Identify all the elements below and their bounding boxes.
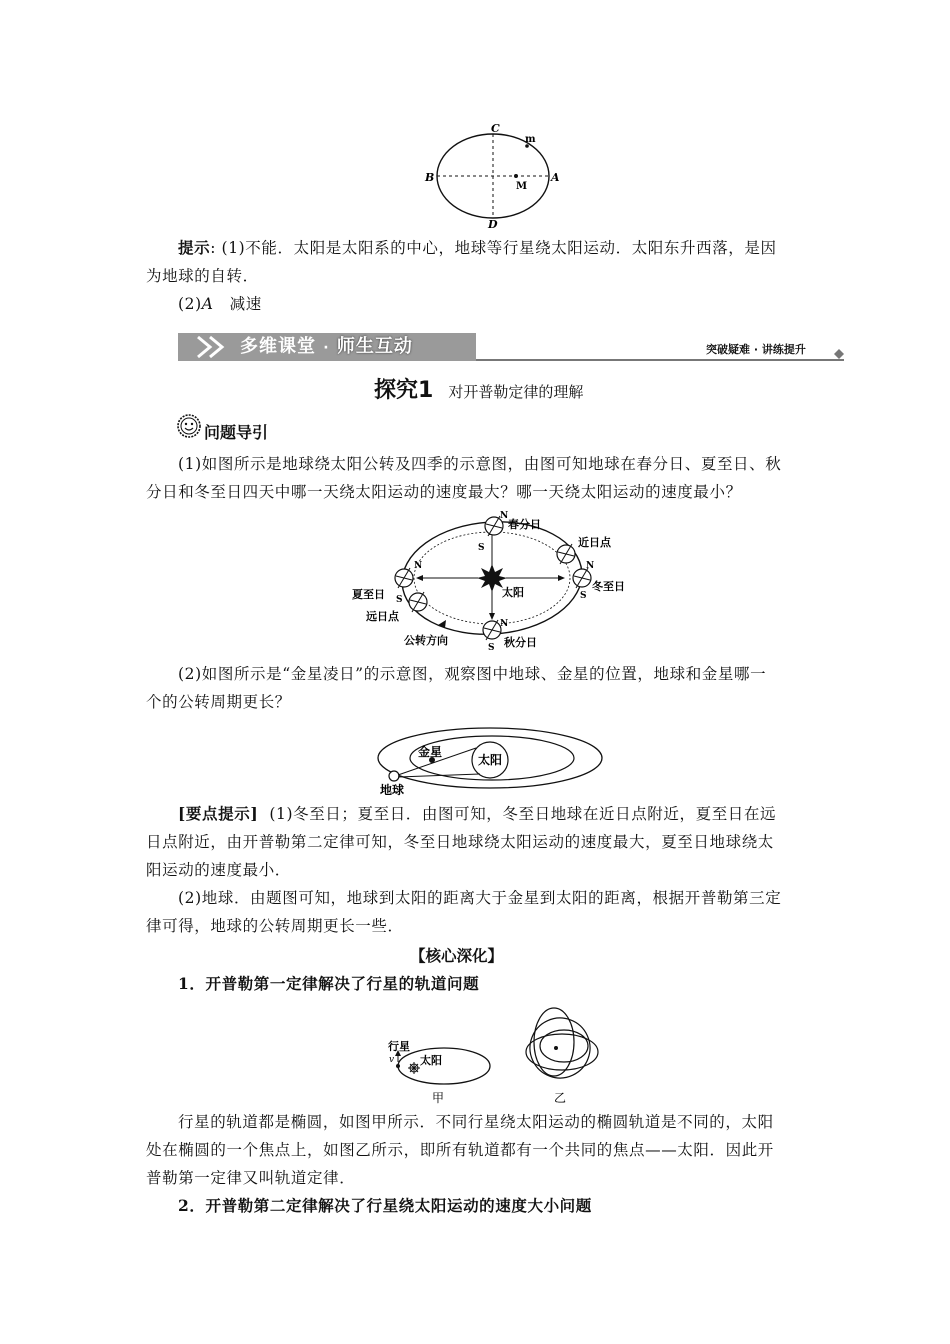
svg-text:N: N xyxy=(414,561,423,571)
label-winter: 冬至日 xyxy=(592,580,625,593)
label-sun: 太阳 xyxy=(502,586,524,599)
q2-line-1: (2)如图所示是“金星凌日”的示意图，观察图中地球、金星的位置，地球和金星哪一 xyxy=(178,665,767,683)
banner-left-a: 多维课堂 xyxy=(240,336,316,357)
svg-text:N: N xyxy=(500,619,509,629)
section-heading: 对开普勒定律的理解 xyxy=(448,383,584,401)
label-B: B xyxy=(425,171,435,184)
label-autumn: 秋分日 xyxy=(504,636,537,649)
hint-line-1: 提示: (1)不能．太阳是太阳系的中心，地球等行星绕太阳运动．太阳东升西落，是因 xyxy=(178,238,777,257)
hint-line-2: 为地球的自转． xyxy=(146,267,259,285)
svg-text:S: S xyxy=(396,595,403,605)
earth-orbit-figure xyxy=(346,506,646,654)
label-M: M xyxy=(516,181,528,192)
label-earth: 地球 xyxy=(380,783,405,796)
q2-line-2: 个的公转周期更长？ xyxy=(146,693,291,711)
q1-line-1: (1)如图所示是地球绕太阳公转及四季的示意图，由图可知地球在春分日、夏至日、秋 xyxy=(178,455,782,473)
smiley-icon xyxy=(176,413,202,439)
key-line-3: 阳运动的速度最小． xyxy=(146,861,291,879)
label-C: C xyxy=(491,122,500,135)
svg-text:S: S xyxy=(488,643,495,653)
svg-text:S: S xyxy=(580,591,587,601)
venus-transit-figure xyxy=(376,724,606,796)
hint-line-3: (2)A 减速 xyxy=(178,295,262,313)
section-banner: 多维课堂 · 师生互动 突破疑难 · 讲练提升 xyxy=(178,333,846,363)
label-venus: 金星 xyxy=(418,745,443,759)
q1-line-2: 分日和冬至日四天中哪一天绕太阳运动的速度最大？哪一天绕太阳运动的速度最小？ xyxy=(146,483,742,501)
label-sun-orbit: 太阳 xyxy=(420,1054,442,1067)
label-A: A xyxy=(551,171,560,184)
label-jia: 甲 xyxy=(432,1091,445,1105)
label-v: v xyxy=(389,1055,395,1065)
svg-text:N: N xyxy=(586,561,595,571)
label-D: D xyxy=(488,218,498,230)
key-line-5: 律可得，地球的公转周期更长一些． xyxy=(146,917,404,935)
key-label: [要点提示] xyxy=(178,804,259,823)
svg-text:N: N xyxy=(500,511,509,521)
key-line-2: 日点附近，由开普勒第二定律可知，冬至日地球绕太阳运动的速度最大，夏至日地球绕太 xyxy=(146,833,774,851)
hint-label: 提示 xyxy=(178,238,211,257)
section-title xyxy=(374,375,583,408)
chevron-icon xyxy=(194,335,236,359)
svg-text:S: S xyxy=(478,543,485,553)
core-title: 【核心深化】 xyxy=(410,946,504,965)
ellipse-figure xyxy=(420,122,570,230)
orbit-shape-figure xyxy=(384,1002,614,1106)
label-summer: 夏至日 xyxy=(352,588,385,601)
diamond-icon xyxy=(834,349,844,359)
label-planet: 行星 xyxy=(388,1040,410,1053)
label-yi: 乙 xyxy=(554,1091,567,1105)
label-m: m xyxy=(525,134,536,145)
guide-label: 问题导引 xyxy=(204,423,269,442)
banner-right: 突破疑难 · 讲练提升 xyxy=(706,343,806,356)
banner-left-b: 师生互动 xyxy=(336,336,413,357)
law1-text-1: 行星的轨道都是椭圆，如图甲所示．不同行星绕太阳运动的椭圆轨道是不同的，太阳 xyxy=(178,1113,774,1131)
label-spring: 春分日 xyxy=(508,518,541,531)
law1-text-2: 处在椭圆的一个焦点上，如图乙所示，即所有轨道都有一个共同的焦点——太阳．因此开 xyxy=(146,1141,774,1159)
label-perihelion: 近日点 xyxy=(578,536,611,549)
law1-heading: 1．开普勒第一定律解决了行星的轨道问题 xyxy=(178,974,480,993)
label-direction: 公转方向 xyxy=(404,634,448,647)
law1-text-3: 普勒第一定律又叫轨道定律． xyxy=(146,1169,356,1187)
section-number: 探究1 xyxy=(374,378,434,403)
label-aphelion: 远日点 xyxy=(366,610,399,623)
law2-heading: 2．开普勒第二定律解决了行星绕太阳运动的速度大小问题 xyxy=(178,1196,592,1215)
label-sun-venus: 太阳 xyxy=(478,753,503,767)
key-line-4: (2)地球．由题图可知，地球到太阳的距离大于金星到太阳的距离，根据开普勒第三定 xyxy=(178,889,782,907)
key-line-1: [要点提示] (1)冬至日；夏至日．由图可知，冬至日地球在近日点附近，夏至日在远 xyxy=(178,804,777,823)
sun-icon-small xyxy=(408,1062,420,1074)
